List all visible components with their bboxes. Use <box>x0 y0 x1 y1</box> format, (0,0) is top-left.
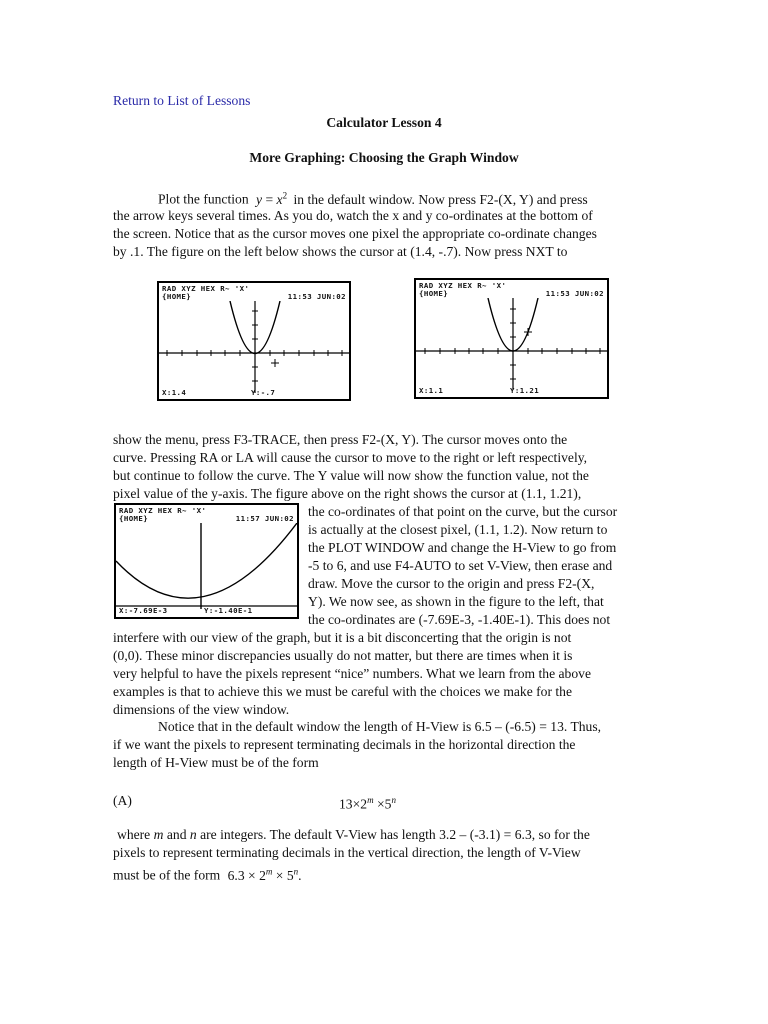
para2-line1: show the menu, press F3-TRACE, then press F2-(X, Y). The cursor moves onto the <box>113 432 568 447</box>
vview-expression: $6.3 \times 2^m \times 5^n$. <box>227 866 302 883</box>
return-to-lessons-link[interactable]: Return to List of Lessons <box>113 93 251 108</box>
equation-label: (A) <box>113 793 132 808</box>
para3-line3: length of H-View must be of the form <box>113 755 319 770</box>
para2-line2: curve. Pressing RA or LA will cause the cursor to move to the right or left respectively, <box>113 450 588 465</box>
calc-screen-right: RAD XYZ HEX R~ 'X' {HOME} 11:53 JUN:02 X:1.1 Y:1.21 <box>414 278 609 399</box>
para2-line5: interfere with our view of the graph, but it is a bit disconcerting that the origin is not <box>113 630 572 645</box>
para1-line3: the screen. Notice that as the cursor moves one pixel the appropriate co-ordinate changes <box>113 226 597 241</box>
parabola-graph-right <box>416 298 607 390</box>
para4-line1: where m and n are integers. The default V-View has length 3.2 – (-3.1) = 6.3, so for the <box>117 827 590 842</box>
para3-line1: Notice that in the default window the length of H-View is 6.5 – (-6.5) = 13. Thus, <box>158 719 602 734</box>
page-subtitle: More Graphing: Choosing the Graph Window <box>249 150 519 165</box>
para1-line1: Plot the function $y = x^2$ in the default window. Now press F2-(X, Y) and press <box>158 190 588 207</box>
para2-line9: dimensions of the view window. <box>113 702 290 717</box>
para2-wrap5: draw. Move the cursor to the origin and press F2-(X, <box>308 576 595 591</box>
para2-wrap2: is actually at the closest pixel, (1.1, 1.2). Now return to <box>308 522 608 537</box>
calc-screen-left: RAD XYZ HEX R~ 'X' {HOME} 11:53 JUN:02 X:1.4 Y:-.7 <box>157 281 351 401</box>
para2-wrap1: the co-ordinates of that point on the curve, but the cursor <box>308 504 618 519</box>
para1-line2: the arrow keys several times. As you do, watch the x and y co-ordinates at the bottom of <box>113 208 593 223</box>
para2-wrap6: Y). We now see, as shown in the figure to the left, that <box>308 594 604 609</box>
para4-line2: pixels to represent terminating decimals in the vertical direction, the length of V-View <box>113 845 581 860</box>
para2-line8: examples is that to achieve this we must be careful with the choices we make for the <box>113 684 573 699</box>
parabola-graph-small <box>116 523 297 609</box>
parabola-graph-left <box>159 301 349 393</box>
function-expression: $y = x^2$ <box>256 190 288 207</box>
para2-line7: very helpful to have the pixels represent “nice” numbers. What we learn from the above <box>113 666 591 681</box>
para2-line4: pixel value of the y-axis. The figure above on the right shows the cursor at (1.1, 1.21), <box>113 486 582 501</box>
para2-wrap7: the co-ordinates are (-7.69E-3, -1.40E-1). This does not <box>308 612 611 627</box>
para2-wrap3: the PLOT WINDOW and change the H-View to go from <box>308 540 617 555</box>
para2-line3: but continue to follow the curve. The Y value will now show the function value, not the <box>113 468 589 483</box>
para1-line4: by .1. The figure on the left below shows the cursor at (1.4, -.7). Now press NXT to <box>113 244 568 259</box>
para2-wrap4: -5 to 6, and use F4-AUTO to set V-View, then erase and <box>308 558 613 573</box>
para3-line2: if we want the pixels to represent terminating decimals in the horizontal direction the <box>113 737 576 752</box>
page-title: Calculator Lesson 4 <box>326 115 442 130</box>
para4-line3: must be of the form $6.3 \times 2^m \times 5^n$. <box>113 866 302 883</box>
equation-a: $13\times 2^m \times 5^n$ <box>339 795 396 812</box>
para2-line6: (0,0). These minor discrepancies usually do not matter, but there are times when it is <box>113 648 573 663</box>
calc-screen-small: RAD XYZ HEX R~ 'X' {HOME} 11:57 JUN:02 X:-7.69E-3 Y:-1.40E-1 <box>114 503 299 619</box>
